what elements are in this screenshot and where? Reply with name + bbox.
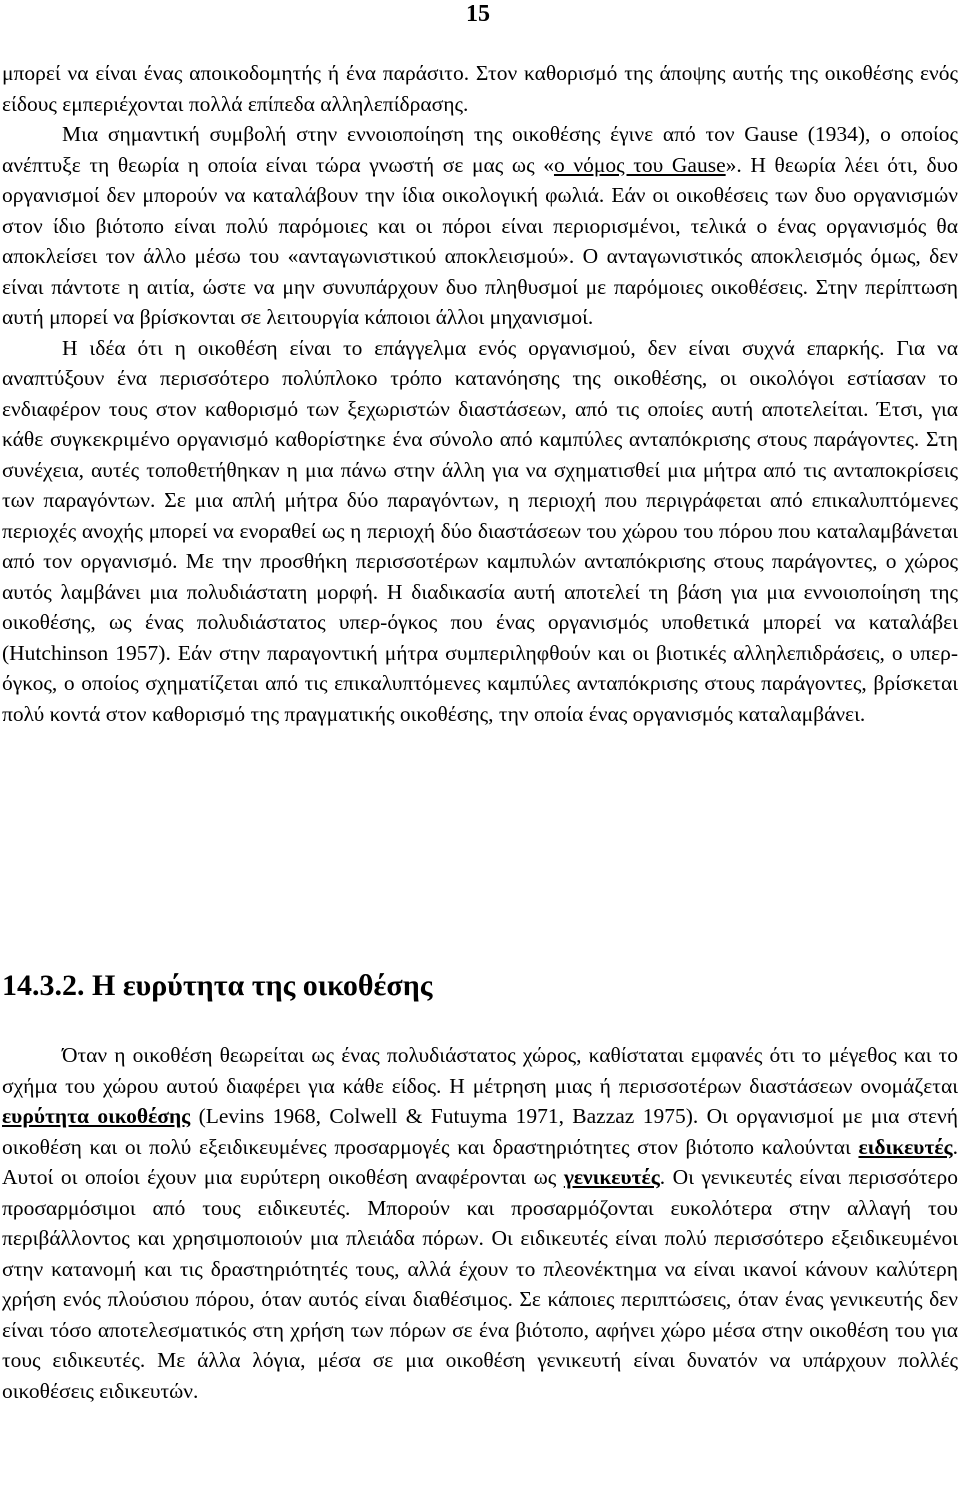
term-niche-breadth: ευρύτητα οικοθέσης bbox=[2, 1104, 191, 1128]
term-specialists: ειδικευτές bbox=[858, 1134, 953, 1159]
paragraph-2-text-b: ». Η θεωρία λέει ότι, δυο οργανισμοί δεν μπορούν να καταλάβουν την ίδια οικολογική φωλιά. Εάν οι οικοθέσεις των δυο οργανισμών στον ίδιο βιότοπο είναι πολύ παρόμοιες και οι πόροι είναι περιορισμένοι, τελικά ο ένας οργανισμός θα αποκλείσει τον άλλο μέσω του «ανταγωνιστικού αποκλεισμού». Ο ανταγωνιστικός αποκλεισμός όμως, δεν είναι πάντοτε η αιτία, ώστε να μην συνυπάρχουν δυο πληθυσμοί με παρόμοιες οικοθέσεις. Στην περίπτωση αυτή μπορεί να βρίσκονται σε λειτουργία κάποιοι άλλοι μηχανισμοί. bbox=[2, 152, 959, 329]
paragraph-4-text-d: . Οι γενικευτές είναι περισσότερο προσαρμόσιμοι από τους ειδικευτές. Μπορούν και προσαρμόζονται ευκολότερα στην αλλαγή του περιβάλλοντος και χρησιμοποιούν μια πλειάδα πόρων. Οι ειδικευτές είναι πολύ περισσότερο εξειδικευμένοι στην κατανομή και τις δραστηριότητές τους, αλλά έχουν το πλεονέκτημα να είναι ικανοί κάνουν καλύτερη χρήση ενός πλούσιου πόρου, όταν αυτός είναι διαθέσιμος. Σε κάποιες περιπτώσεις, όταν ένας γενικευτής δεν είναι τόσο αποτελεσματικός στη χρήση των πόρων σε ένα βιότοπο, αφήνει χώρο μέσα στην οικοθέση του για τους ειδικευτές. Με άλλα λόγια, μέσα σε μια οικοθέση γενικευτή είναι δυνατόν να υπάρχουν πολλές οικοθέσεις ειδικευτών. bbox=[2, 1165, 958, 1403]
paragraph-2-text-a: Μια σημαντική συμβολή στην εννοιοποίηση της οικοθέσης έγινε από τον Gause (1934), ο οποίος ανέπτυξε τη θεωρία η οποία είναι τώρα γνωστή σε μας ως « bbox=[2, 122, 958, 177]
paragraph-3: Η ιδέα ότι η οικοθέση είναι το επάγγελμα ενός οργανισμού, δεν είναι συχνά επαρκής. Για να αναπτύξουν ένα περισσότερο πολύπλοκο τρόπο κατανόησης της οικοθέσης, οι οικολόγοι εστίασαν το ενδιαφέρον τους στον καθορισμό των ξεχωριστών διαστάσεων, από τις οποίες αυτή αποτελείται. Έτσι, για κάθε συγκεκριμένο οργανισμό καθορίστηκε ένα σύνολο από καμπύλες ανταπόκρισης στους παράγοντες. Στη συνέχεια, αυτές τοποθετήθηκαν η μια πάνω στην άλλη για να σχηματισθεί μια μήτρα από τις ανταποκρίσεις των παραγόντων. Σε μια απλή μήτρα δύο παραγόντων, η περιοχή που περιγράφεται από επικαλυπτόμενες περιοχές ανοχής μπορεί να ενοραθεί ως η περιοχή δύο διαστάσεων του χώρου του πόρου που καταλαμβάνεται από τον οργανισμό. Με την προσθήκη περισσοτέρων καμπυλών ανταπόκρισης στους παράγοντες, ο χώρος αυτός λαμβάνει μια πολυδιάστατη μορφή. Η διαδικασία αυτή αποτελεί τη βάση για μια εννοιοποίηση της οικοθέσης, ως ένας πολυδιάστατος υπερ-όγκος που ένας οργανισμός υποθετικά μπορεί να καταλάβει (Hutchinson 1957). Εάν στην παραγοντική μήτρα συμπεριληφθούν και οι βιοτικές αλληλεπιδράσεις, ο υπερ-όγκος, ο οποίος σχηματίζεται από τις επικαλυπτόμενες καμπύλες ανταπόκρισης στους παράγοντες, βρίσκεται πολύ κοντά στον καθορισμό της πραγματικής οικοθέσης, την οποία ένας οργανισμός καταλαμβάνει. bbox=[2, 335, 958, 726]
paragraph-4-text-a: Όταν η οικοθέση θεωρείται ως ένας πολυδιάστατος χώρος, καθίσταται εμφανές ότι το μέγεθος και το σχήμα του χώρου αυτού διαφέρει για κάθε είδος. Η μέτρηση μιας ή περισσοτέρων διαστάσεων ονομάζεται bbox=[2, 1043, 958, 1098]
term-generalists: γενικευτές bbox=[563, 1165, 660, 1189]
gause-law-link[interactable]: ο νόμος του Gause bbox=[553, 152, 726, 177]
section-heading: 14.3.2. Η ευρύτητα της οικοθέσης bbox=[2, 969, 433, 1002]
section-body-2 bbox=[2, 1040, 958, 1406]
paragraph-2 bbox=[2, 119, 958, 333]
paragraph-4 bbox=[2, 1040, 958, 1406]
page-number: 15 bbox=[466, 1, 490, 27]
paragraph-4-text-b: (Levins 1968, Colwell & Futuyma 1971, Bazzaz 1975). Οι οργανισμοί με μια στενή οικοθέση και οι πολύ εξειδικευμένες προσαρμογές και δραστηριότητες στον βιότοπο καλούνται bbox=[2, 1104, 958, 1159]
paragraph-4-text-c: . Αυτοί οι οποίοι έχουν μια ευρύτερη οικοθέση αναφέρονται ως bbox=[2, 1134, 958, 1189]
paragraph-1: μπορεί να είναι ένας αποικοδομητής ή ένα παράσιτο. Στον καθορισμό της άποψης αυτής της οικοθέσης ενός είδους εμπεριέχονται πολλά επίπεδα αλληλεπίδρασης. bbox=[2, 61, 958, 116]
section-body-1 bbox=[2, 58, 958, 729]
